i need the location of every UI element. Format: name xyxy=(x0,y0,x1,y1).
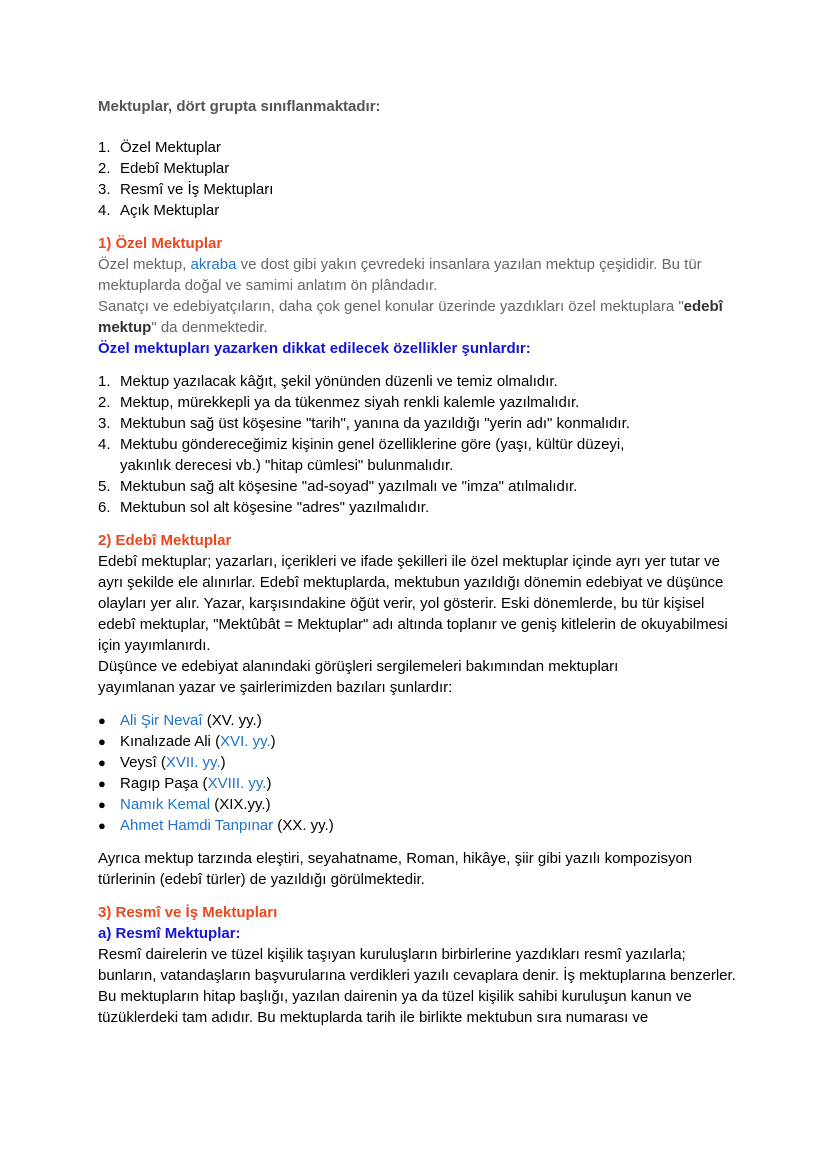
list-item: 4. Açık Mektuplar xyxy=(98,202,220,219)
akraba-link[interactable]: akraba xyxy=(190,256,237,273)
list-item: 4. Mektubu göndereceğimiz kişinin genel özelliklerine göre (yaşı, kültür düzeyi, yakınlık derecesi vb.) "hitap cümlesi" bulunmalıdır. xyxy=(98,436,625,474)
ozel-rules-heading: Özel mektupları yazarken dikkat edilecek özellikler şunlardır: xyxy=(98,340,531,357)
edebi-paragraph-2: Düşünce ve edebiyat alanındaki görüşleri sergilemeleri bakımından mektupları yayımlanan yazar ve şairlerimizden bazıları şunlardır: xyxy=(98,658,619,696)
list-item: 1. Özel Mektuplar xyxy=(98,139,221,156)
intro-heading: Mektuplar, dört grupta sınıflanmaktadır: xyxy=(98,98,381,115)
resmi-paragraph-2: Bu mektupların hitap başlığı, yazılan dairenin ya da tüzel kişilik sahibi kuruluşun kanun ve tüzüklerdeki tam adıdır. Bu mektuplarda tarih ile birlikte mektubun sıra numarası ve xyxy=(98,988,692,1026)
section-title-edebi: 2) Edebî Mektuplar xyxy=(98,532,232,549)
list-item: ● Ragıp Paşa (XVIII. yy.) xyxy=(98,775,272,792)
ozel-paragraph-1: Özel mektup, akraba ve dost gibi yakın çevredeki insanlara yazılan mektup çeşididir. Bu tür mektuplarda doğal ve samimi anlatım ön plândadır. xyxy=(98,256,702,294)
list-item: ● Ali Şir Nevaî (XV. yy.) xyxy=(98,712,262,729)
era-link[interactable]: XVII. yy. xyxy=(165,754,221,771)
resmi-subheading: a) Resmî Mektuplar: xyxy=(98,925,241,942)
list-item: 6. Mektubun sol alt köşesine "adres" yazılmalıdır. xyxy=(98,499,430,516)
edebi-paragraph-3: Ayrıca mektup tarzında eleştiri, seyahatname, Roman, hikâye, şiir gibi yazılı kompozisyon türlerinin (edebî türler) de yazıldığı görülmektedir. xyxy=(98,850,693,888)
section-title-resmi: 3) Resmî ve İş Mektupları xyxy=(98,904,278,921)
list-item: ● Kınalızade Ali (XVI. yy.) xyxy=(98,733,276,750)
groups-list xyxy=(98,137,738,221)
list-item: 5. Mektubun sağ alt köşesine "ad-soyad" yazılmalı ve "imza" atılmalıdır. xyxy=(98,478,578,495)
list-item: 2. Edebî Mektuplar xyxy=(98,160,230,177)
era-link[interactable]: XVI. yy. xyxy=(220,733,271,750)
author-link[interactable]: Ahmet Hamdi Tanpınar xyxy=(120,817,274,834)
list-item: 1. Mektup yazılacak kâğıt, şekil yönünden düzenli ve temiz olmalıdır. xyxy=(98,373,558,390)
edebi-paragraph-1: Edebî mektuplar; yazarları, içerikleri ve ifade şekilleri ile özel mektuplar içinde ayrı yer tutar ve ayrı şekilde ele alınırlar. Edebî mektuplarda, mektubun yazıldığı dönemin edebiyat ve düşünce olayları yer alır. Yazar, karşısındakine öğüt verir, yol gösterir. Eski dönemlerde, bu tür kişisel edebî mektuplar, "Mektûbât = Mektuplar" adı altında toplanır ve geniş kitlelerin de okuyabilmesi için yayımlanırdı. xyxy=(98,553,728,654)
authors-list xyxy=(98,710,738,836)
list-item: ● Ahmet Hamdi Tanpınar (XX. yy.) xyxy=(98,817,334,834)
author-link[interactable]: Ali Şir Nevaî xyxy=(120,712,203,729)
resmi-paragraph-1: Resmî dairelerin ve tüzel kişilik taşıyan kuruluşların birbirlerine yazdıkları resmî yazılarla; bunların, vatandaşların başvurularına verdikleri yazılı cevaplara denir. İş mektuplarına benzerler. xyxy=(98,946,736,984)
list-item: 3. Mektubun sağ üst köşesine "tarih", yanına da yazıldığı "yerin adı" konmalıdır. xyxy=(98,415,630,432)
list-item: 3. Resmî ve İş Mektupları xyxy=(98,181,274,198)
era-link[interactable]: XVIII. yy. xyxy=(207,775,267,792)
ozel-rules-list xyxy=(98,371,738,518)
list-item: ● Veysî (XVII. yy.) xyxy=(98,754,226,771)
ozel-paragraph-2: Sanatçı ve edebiyatçıların, daha çok genel konular üzerinde yazdıkları özel mektuplara "edebî mektup" da denmektedir. xyxy=(98,298,723,336)
author-link[interactable]: Namık Kemal xyxy=(120,796,211,813)
section-title-ozel: 1) Özel Mektuplar xyxy=(98,235,223,252)
document-page xyxy=(98,96,738,1028)
list-item: ● Namık Kemal (XIX.yy.) xyxy=(98,796,271,813)
list-item: 2. Mektup, mürekkepli ya da tükenmez siyah renkli kalemle yazılmalıdır. xyxy=(98,394,580,411)
